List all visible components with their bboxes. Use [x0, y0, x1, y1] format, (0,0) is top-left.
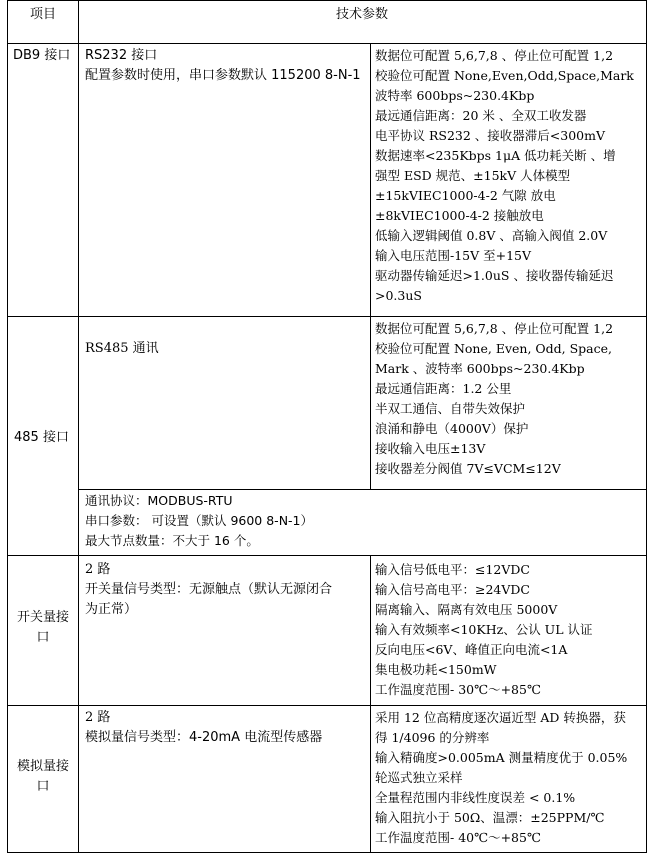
spec-line: 工作温度范围- 40℃～+85℃	[375, 830, 541, 845]
grid-line	[78, 489, 647, 490]
spec-line: 驱动器传输延迟>1.0uS 、接收器传输延迟	[375, 268, 614, 283]
analog-label-line: 口	[36, 779, 50, 794]
spec-line: 全量程范围内非线性度误差 < 0.1%	[375, 790, 576, 805]
spec-line: 输入精确度>0.005mA 测量精度优于 0.05%	[375, 750, 628, 765]
switch-description	[85, 560, 332, 620]
analog-line: 2 路	[85, 710, 111, 725]
spec-line: ±8kVIEC1000-4-2 接触放电	[375, 208, 544, 223]
spec-line: 浪涌和静电（4000V）保护	[375, 421, 529, 436]
header-item: 项目	[30, 7, 57, 22]
spec-line: 电平协议 RS232 、接收器滞后<300mV	[375, 128, 605, 143]
spec-line: 低输入逻辑阈值 0.8V 、高输入阀值 2.0V	[375, 228, 608, 243]
switch-line: 开关量信号类型：无源触点（默认无源闭合	[85, 582, 333, 597]
db9-description	[85, 46, 361, 86]
switch-label	[8, 608, 78, 648]
spec-line: 输入信号高电平：≥24VDC	[375, 582, 530, 597]
spec-line: 最远通信距离：1.2 公里	[375, 381, 512, 396]
rs485-specs	[375, 319, 613, 479]
spec-line: 输入电压范围-15V 至+15V	[375, 248, 532, 263]
spec-line: 接收器差分阀值 7V≤VCM≤12V	[375, 461, 561, 476]
grid-line	[7, 705, 647, 706]
spec-line: 数据位可配置 5,6,7,8 、停止位可配置 1,2	[375, 321, 614, 336]
rs485-description: RS485 通讯	[85, 341, 159, 356]
grid-line	[370, 43, 371, 489]
grid-line	[370, 555, 371, 853]
analog-specs	[375, 708, 627, 848]
db9-line: 配置参数时使用，串口参数默认 115200 8-N-1	[85, 68, 361, 83]
spec-line: ±15kVIEC1000-4-2 气隙 放电	[375, 188, 556, 203]
spec-line: 轮巡式独立采样	[375, 770, 463, 785]
spec-line: 校验位可配置 None, Even, Odd, Space,	[375, 341, 612, 356]
spec-line: 数据位可配置 5,6,7,8 、停止位可配置 1,2	[375, 48, 614, 63]
spec-line: 强型 ESD 规范、±15kV 人体模型	[375, 168, 571, 183]
switch-line: 为正常）	[85, 602, 138, 617]
spec-line: 输入有效频率<10KHz、公认 UL 认证	[375, 622, 593, 637]
grid-line	[646, 0, 647, 853]
grid-line	[7, 0, 8, 853]
spec-line: 输入阻抗小于 50Ω、温漂：±25PPM/℃	[375, 810, 605, 825]
grid-line	[7, 43, 647, 44]
db9-label: DB9 接口	[13, 48, 71, 63]
db9-line: RS232 接口	[85, 48, 158, 63]
switch-label-line: 口	[36, 630, 50, 645]
analog-line: 模拟量信号类型：4-20mA 电流型传感器	[85, 730, 323, 745]
protocol-line: 通讯协议：MODBUS-RTU	[85, 493, 233, 508]
db9-specs	[375, 46, 634, 306]
analog-label	[8, 757, 78, 797]
grid-line	[7, 852, 647, 853]
grid-line	[7, 555, 647, 556]
rs485-protocol-info	[85, 491, 313, 551]
grid-line	[7, 316, 647, 317]
spec-line: 得 1/4096 的分辨率	[375, 730, 490, 745]
spec-line: 采用 12 位高精度逐次逼近型 AD 转换器，获	[375, 710, 626, 725]
switch-label-line: 开关量接	[16, 610, 69, 625]
protocol-line: 串口参数： 可设置（默认 9600 8-N-1）	[85, 513, 314, 528]
grid-line	[7, 0, 647, 1]
switch-line: 2 路	[85, 562, 111, 577]
grid-line	[78, 0, 79, 853]
spec-line: 数据速率<235Kbps 1μA 低功耗关断 、增	[375, 148, 616, 163]
spec-line: 集电极功耗<150mW	[375, 662, 497, 677]
spec-line: 波特率 600bps~230.4Kbp	[375, 88, 535, 103]
spec-line: 最远通信距离：20 米 、全双工收发器	[375, 108, 587, 123]
spec-line: 半双工通信、自带失效保护	[375, 401, 526, 416]
spec-line: 校验位可配置 None,Even,Odd,Space,Mark	[375, 68, 634, 83]
spec-line: 输入信号低电平：≤12VDC	[375, 562, 530, 577]
spec-line: Mark 、波特率 600bps~230.4Kbp	[375, 361, 585, 376]
spec-line: 接收输入电压±13V	[375, 441, 486, 456]
analog-label-line: 模拟量接	[16, 759, 69, 774]
spec-line: 反向电压<6V、峰值正向电流<1A	[375, 642, 568, 657]
header-tech-params: 技术参数	[336, 7, 389, 22]
switch-specs	[375, 560, 593, 700]
rs485-label: 485 接口	[14, 430, 69, 445]
spec-line: 隔离输入、隔离有效电压 5000V	[375, 602, 558, 617]
spec-line: 工作温度范围- 30℃～+85℃	[375, 682, 541, 697]
protocol-line: 最大节点数量：不大于 16 个。	[85, 533, 259, 548]
spec-line: >0.3uS	[375, 288, 422, 303]
analog-description	[85, 708, 322, 748]
